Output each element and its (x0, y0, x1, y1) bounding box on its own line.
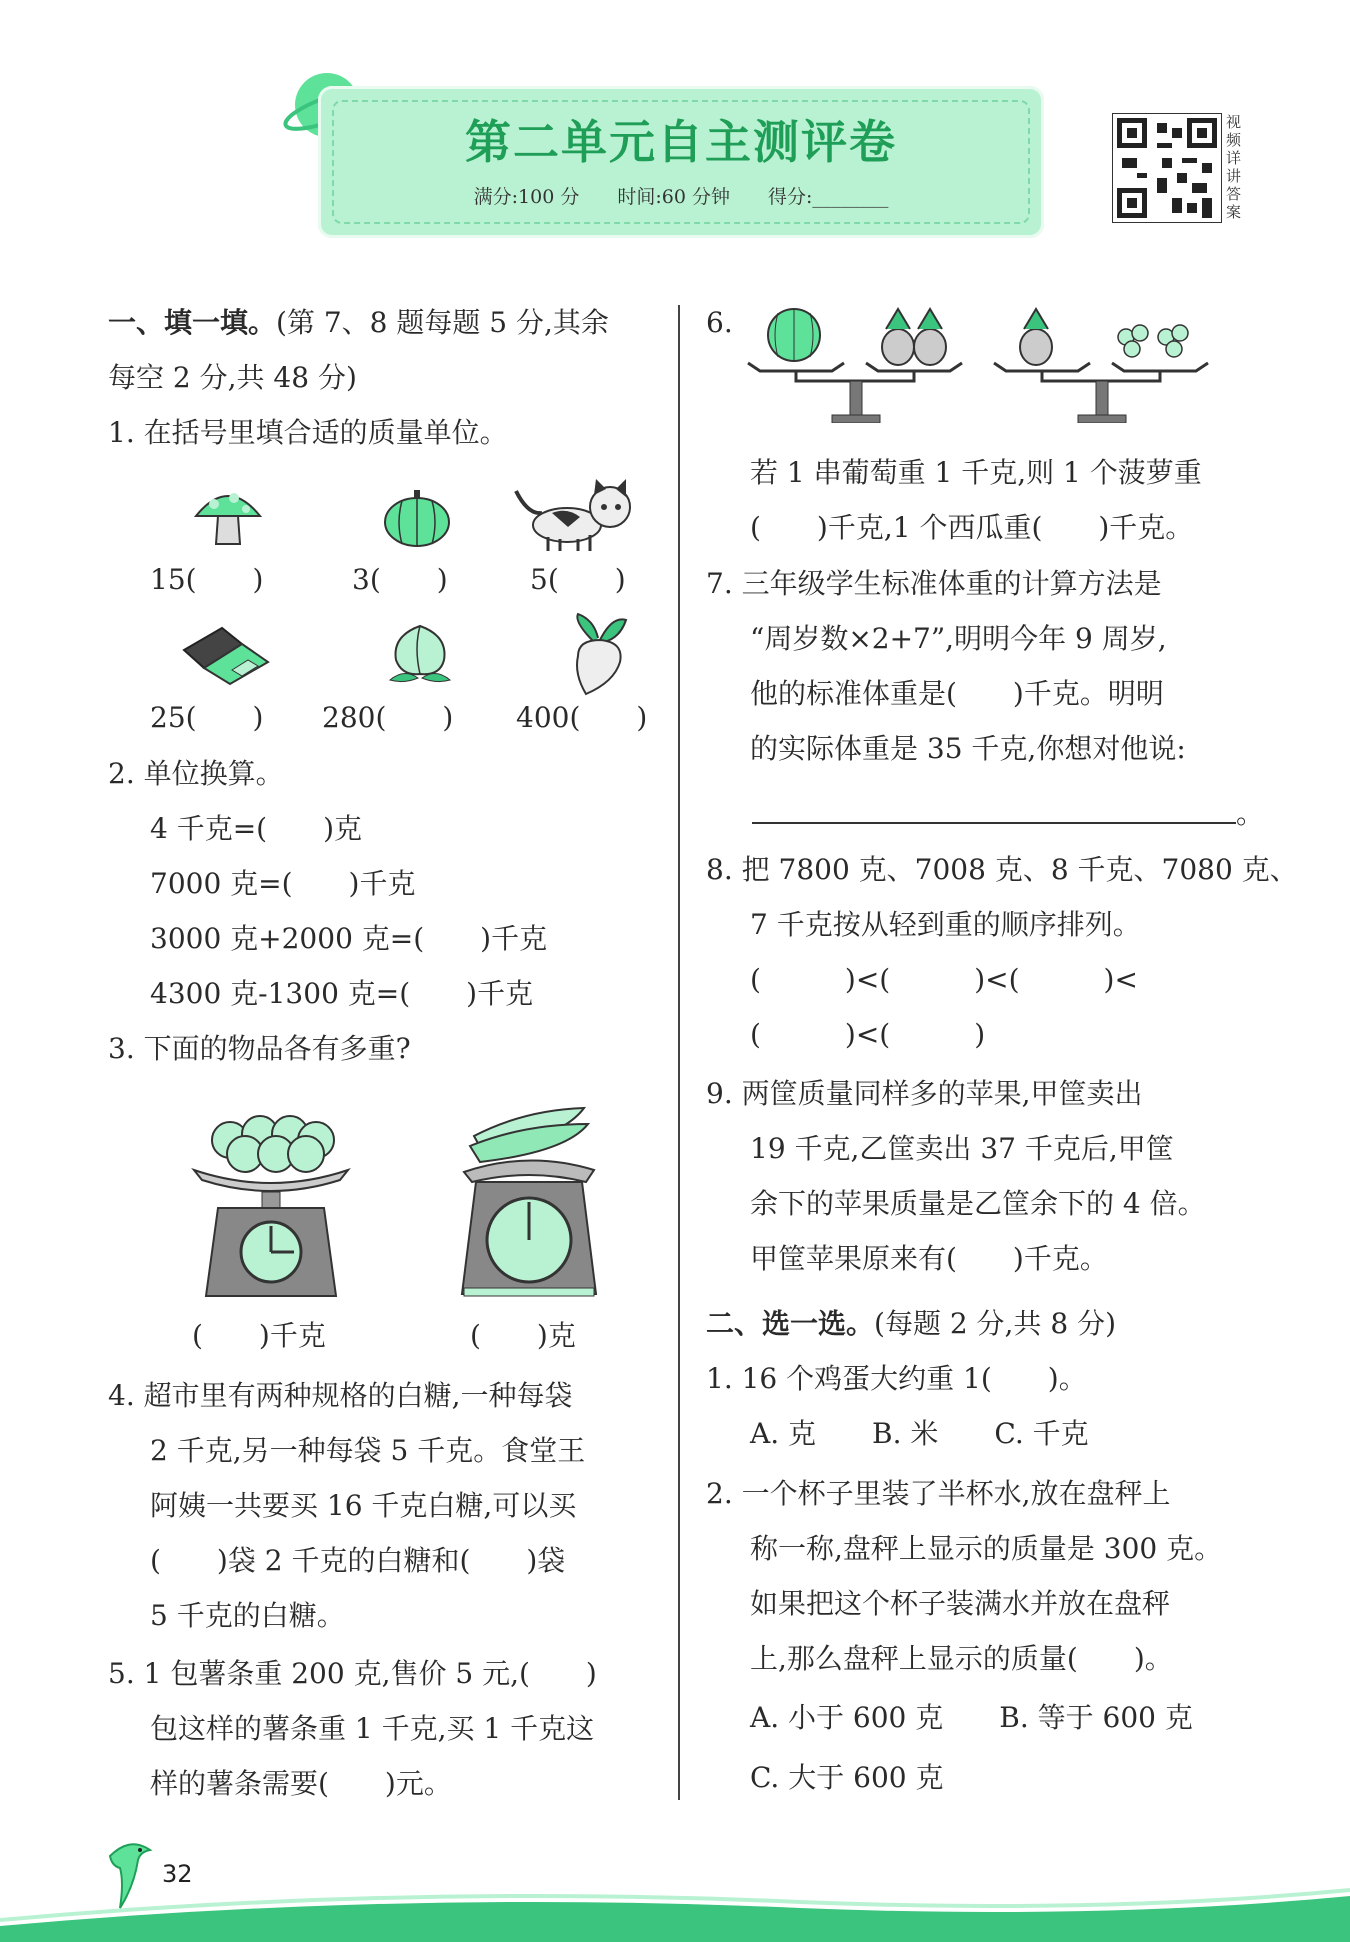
q7-period: 。 (1236, 797, 1265, 830)
chocolate-icon (178, 622, 274, 688)
choice-2-option-c[interactable]: C. 大于 600 克 (750, 1761, 944, 1794)
question-8-line-4[interactable]: ( )<( ) (750, 1018, 986, 1051)
qr-code-icon[interactable] (1112, 113, 1222, 223)
question-4-line-2: 2 千克,另一种每袋 5 千克。食堂王 (150, 1434, 586, 1467)
page-number: 32 (162, 1860, 193, 1888)
q1-blank-5[interactable]: 5( ) (530, 563, 626, 596)
balance-scales-icon (746, 305, 1256, 423)
section-1-note-2: 每空 2 分,共 48 分) (108, 361, 357, 394)
question-7-line-4: 的实际体重是 35 千克,你想对他说: (750, 732, 1186, 765)
choice-1[interactable]: 1. 16 个鸡蛋大约重 1( )。 (706, 1362, 1087, 1395)
choice-2-line-1: 2. 一个杯子里装了半杯水,放在盘秤上 (706, 1477, 1171, 1510)
q2-item-3[interactable]: 3000 克+2000 克=( )千克 (150, 922, 548, 955)
question-4-line-5: 5 千克的白糖。 (150, 1599, 345, 1632)
q1-blank-400[interactable]: 400( ) (516, 701, 648, 734)
q2-item-4[interactable]: 4300 克-1300 克=( )千克 (150, 977, 534, 1010)
question-7-line-2: “周岁数×2+7”,明明今年 9 周岁, (750, 622, 1167, 655)
question-9-line-4[interactable]: 甲筐苹果原来有( )千克。 (750, 1242, 1108, 1275)
q3-answer-kg[interactable]: ( )千克 (192, 1319, 326, 1352)
question-8-line-3[interactable]: ( )<( )<( )< (750, 963, 1138, 996)
q2-item-2[interactable]: 7000 克=( )千克 (150, 867, 416, 900)
question-4-line-4[interactable]: ( )袋 2 千克的白糖和( )袋 (150, 1544, 566, 1577)
banana-scale-icon (454, 1090, 604, 1300)
q1-blank-15[interactable]: 15( ) (150, 563, 264, 596)
question-9-line-2: 19 千克,乙筐卖出 37 千克后,甲筐 (750, 1132, 1174, 1165)
q1-blank-3[interactable]: 3( ) (352, 563, 448, 596)
question-6-number: 6. (706, 306, 733, 339)
choice-2-line-3: 如果把这个杯子装满水并放在盘秤 (750, 1587, 1171, 1620)
choice-2-options-ab[interactable]: A. 小于 600 克 B. 等于 600 克 (750, 1701, 1193, 1734)
peach-icon (384, 618, 456, 686)
q1-blank-25[interactable]: 25( ) (150, 701, 264, 734)
dolphin-icon (100, 1836, 160, 1916)
section-2-note: (每题 2 分,共 8 分) (874, 1307, 1116, 1340)
choice-1-options[interactable]: A. 克 B. 米 C. 千克 (750, 1417, 1089, 1450)
choice-2-line-4[interactable]: 上,那么盘秤上显示的质量( )。 (750, 1642, 1173, 1675)
pumpkin-icon (382, 488, 452, 548)
question-5-line-3[interactable]: 样的薯条需要( )元。 (150, 1767, 452, 1800)
q3-answer-g[interactable]: ( )克 (470, 1319, 576, 1352)
qr-label: 视频详讲答案 (1226, 113, 1242, 221)
section-1-title: 一、填一填。 (108, 306, 277, 339)
score-meta: 满分:100 分 时间:60 分钟 得分:________ (473, 186, 889, 208)
section-2-heading (706, 1306, 1116, 1342)
question-8-line-2: 7 千克按从轻到重的顺序排列。 (750, 908, 1141, 941)
choice-2-line-2: 称一称,盘秤上显示的质量是 300 克。 (750, 1532, 1223, 1565)
question-6-line-2[interactable]: ( )千克,1 个西瓜重( )千克。 (750, 511, 1194, 544)
header-card (318, 86, 1044, 238)
question-7-line-1: 7. 三年级学生标准体重的计算方法是 (706, 567, 1162, 600)
cat-icon (512, 475, 642, 555)
section-2-title: 二、选一选。 (706, 1307, 875, 1340)
question-3: 3. 下面的物品各有多重? (108, 1032, 411, 1065)
q2-item-1[interactable]: 4 千克=( )克 (150, 812, 363, 845)
q7-answer-line[interactable] (752, 822, 1236, 824)
question-8-line-1: 8. 把 7800 克、7008 克、8 千克、7080 克、 (706, 853, 1298, 886)
question-9-line-1: 9. 两筐质量同样多的苹果,甲筐卖出 (706, 1077, 1143, 1110)
question-9-line-3: 余下的苹果质量是乙筐余下的 4 倍。 (750, 1187, 1206, 1220)
question-2: 2. 单位换算。 (108, 757, 284, 790)
footer-wave (0, 1860, 1350, 1942)
question-4-line-1: 4. 超市里有两种规格的白糖,一种每袋 (108, 1379, 573, 1412)
question-4-line-3: 阿姨一共要买 16 千克白糖,可以买 (150, 1489, 577, 1522)
question-5-line-2: 包这样的薯条重 1 千克,买 1 千克这 (150, 1712, 595, 1745)
q1-blank-280[interactable]: 280( ) (322, 701, 454, 734)
section-1-heading (108, 305, 609, 341)
question-7-line-3[interactable]: 他的标准体重是( )千克。明明 (750, 677, 1164, 710)
section-1-note: (第 7、8 题每题 5 分,其余 (276, 306, 609, 339)
column-divider (678, 305, 680, 1800)
question-1: 1. 在括号里填合适的质量单位。 (108, 416, 508, 449)
question-6-line-1: 若 1 串葡萄重 1 千克,则 1 个菠萝重 (750, 456, 1202, 489)
mushroom-icon (188, 482, 268, 548)
apple-scale-icon (190, 1100, 352, 1300)
question-5-line-1[interactable]: 5. 1 包薯条重 200 克,售价 5 元,( ) (108, 1657, 597, 1690)
radish-icon (564, 612, 634, 696)
page-title: 第二单元自主测评卷 (465, 115, 897, 169)
